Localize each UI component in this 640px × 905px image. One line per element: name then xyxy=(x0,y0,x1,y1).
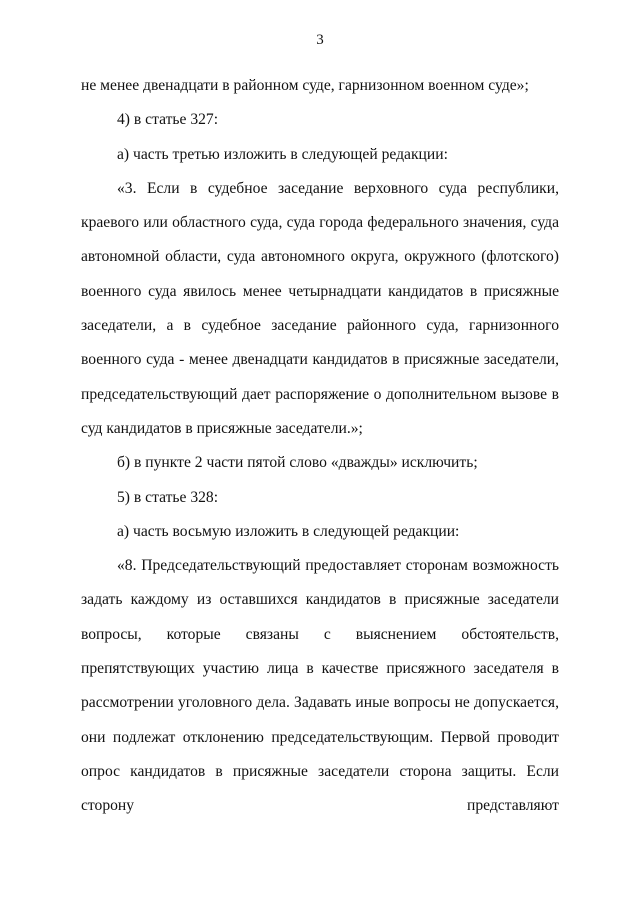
paragraph-continuation: не менее двенадцати в районном суде, гарнизонном военном суде»; xyxy=(81,77,529,94)
page-number: 3 xyxy=(316,32,324,48)
paragraph-part-three-intro: а) часть третью изложить в следующей редакции: xyxy=(117,145,448,163)
document-body xyxy=(81,69,559,824)
paragraph-part-eight-intro: а) часть восьмую изложить в следующей редакции: xyxy=(117,522,460,540)
paragraph-part-five-item: б) в пункте 2 части пятой слово «дважды» исключить; xyxy=(117,454,478,472)
paragraph-article-328: 5) в статье 328: xyxy=(117,488,219,506)
paragraph-part-eight-text: «8. Председательствующий предоставляет сторонам возможность задать каждому из оставшихся кандидатов в присяжные заседатели вопросы, которые связаны с выяснением обстоятельств, препятствующих участию лица в качестве присяжного заседателя в рассмотрении уголовного дела. Задавать иные вопросы не допускается, они подлежат отклонению председательствующим. Первой проводит опрос кандидатов в присяжные заседатели сторона защиты. Если сторону представляют xyxy=(81,557,559,815)
paragraph-article-327: 4) в статье 327: xyxy=(117,111,219,129)
paragraph-part-three-text: «3. Если в судебное заседание верховного суда республики, краевого или областного суда, суда города федерального значения, суда автономной области, суда автономного округа, окружного (флотского) военного суда явилось менее четырнадцати кандидатов в присяжные заседатели, а в судебное заседание районного суда, гарнизонного военного суда - менее двенадцати кандидатов в присяжные заседатели, председательствующий дает распоряжение о дополнительном вызове в суд кандидатов в присяжные заседатели.»; xyxy=(81,179,559,437)
